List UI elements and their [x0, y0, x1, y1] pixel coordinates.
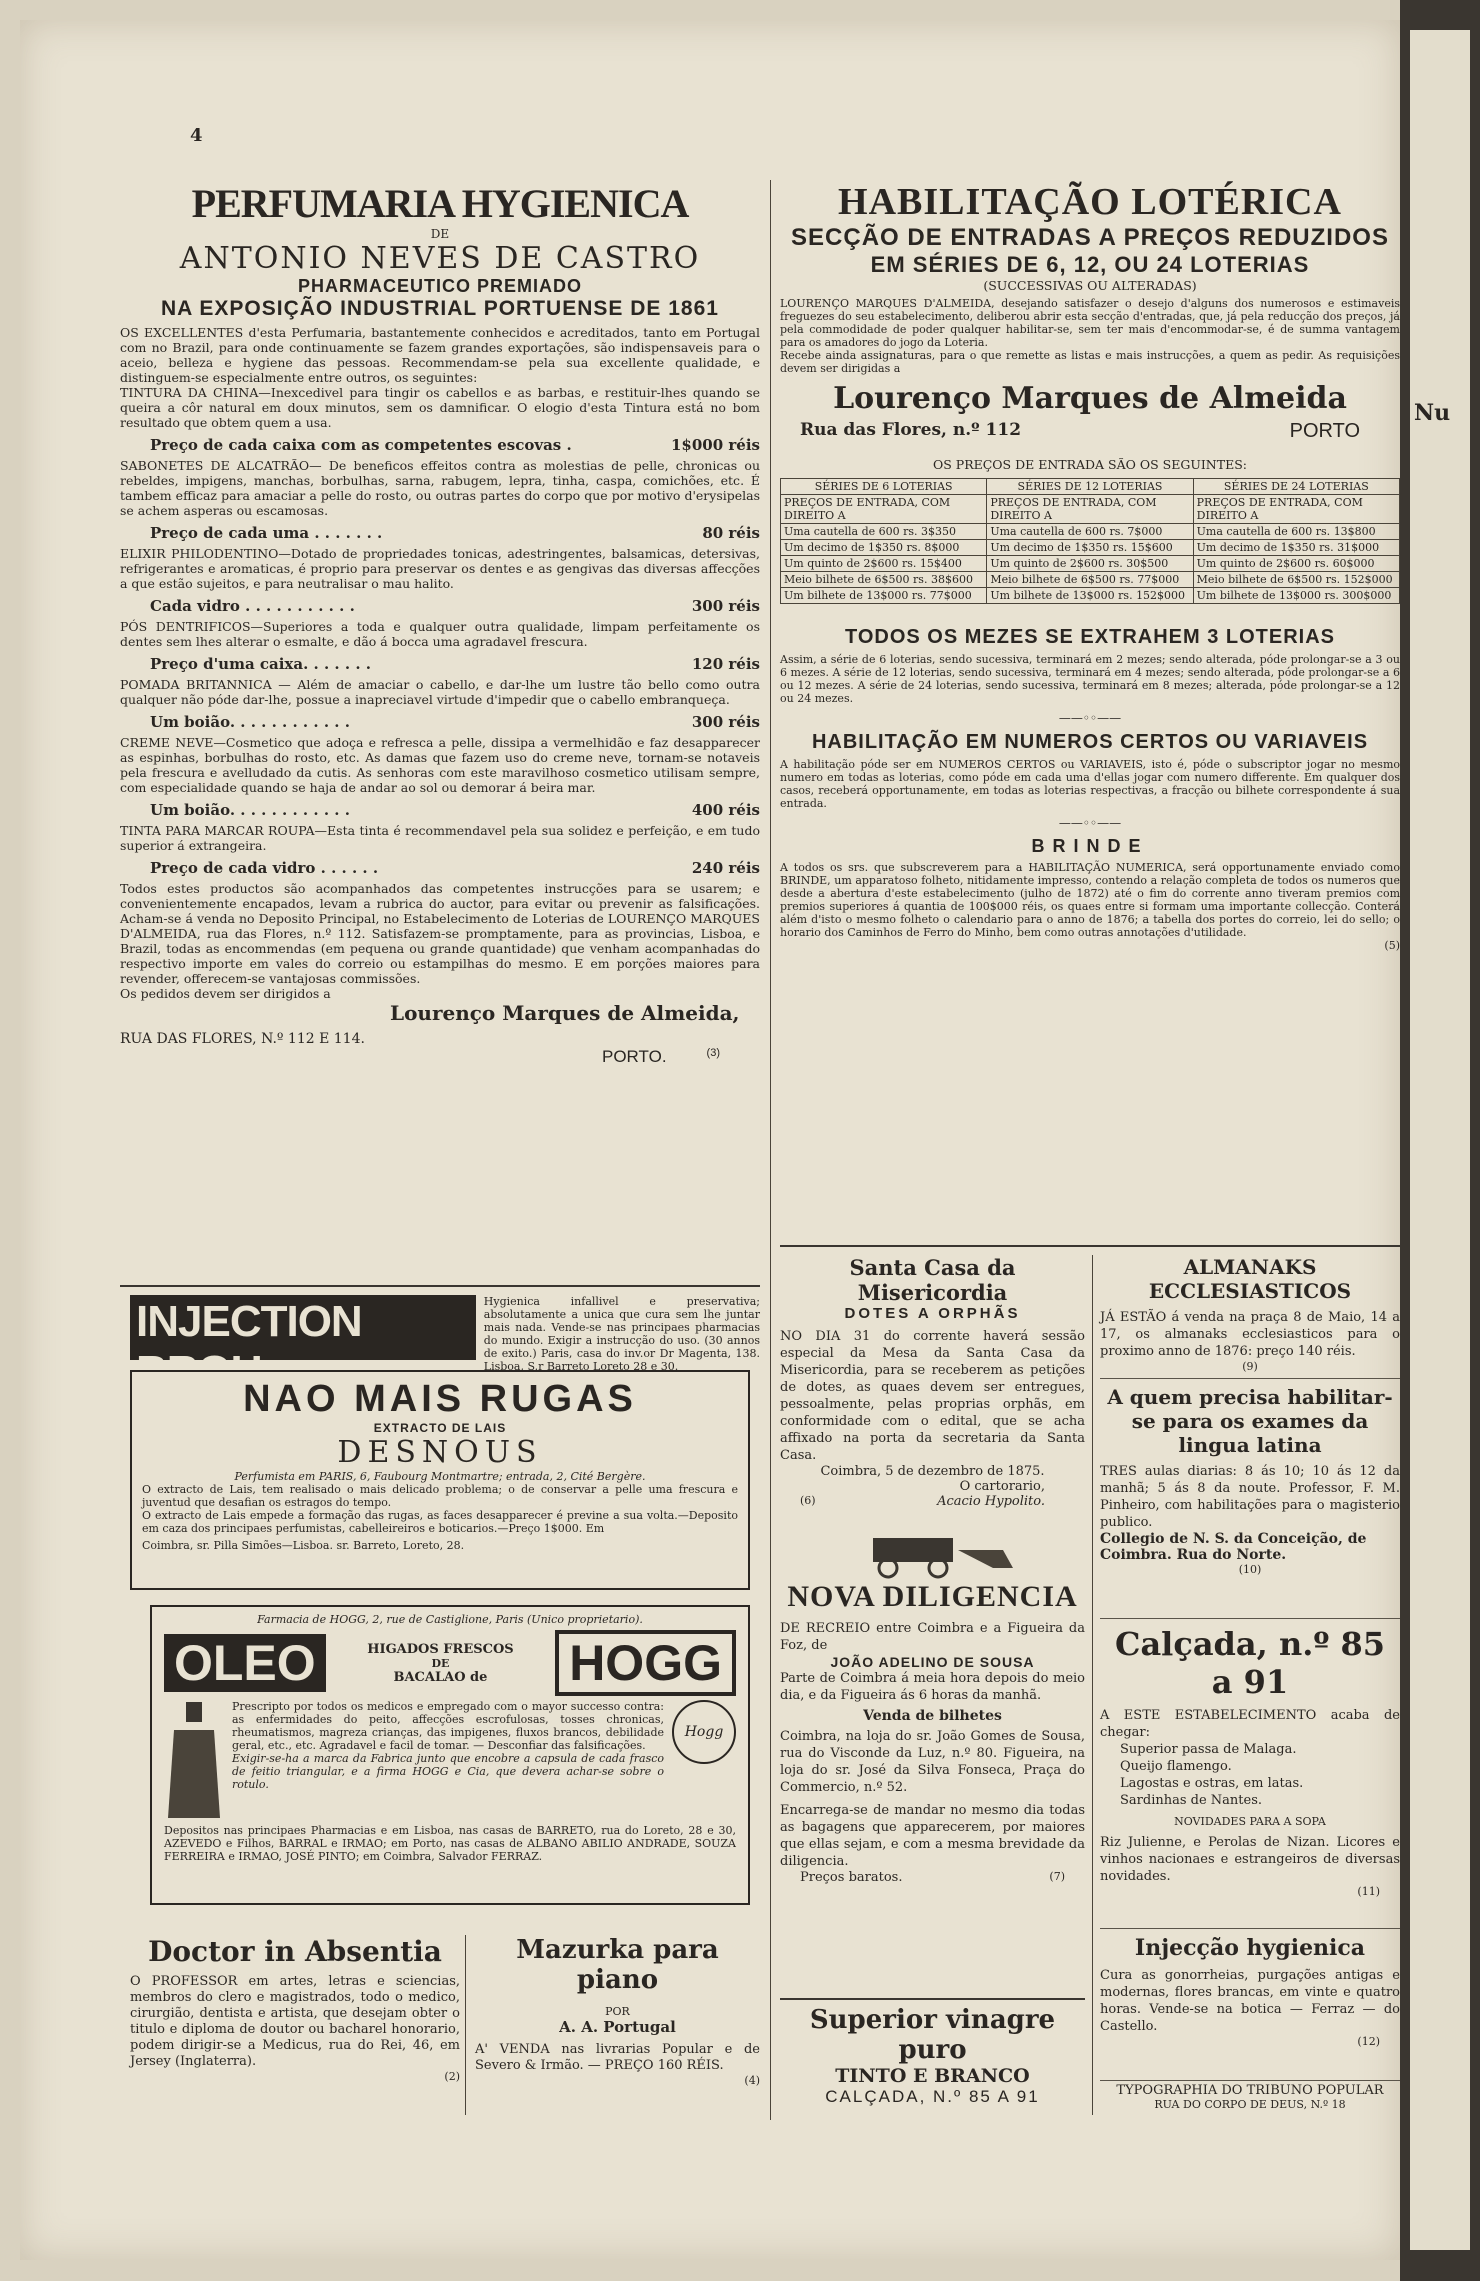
perfumaria-subtitle1: PHARMACEUTICO PREMIADO — [297, 276, 582, 296]
vinagre-sub: TINTO E BRANCO — [835, 2065, 1030, 2087]
mazurka-text: A' VENDA nas livrarias Popular e de Severo & Irmão. — PREÇO 160 RÉIS. — [475, 2042, 760, 2073]
loterica-sub3: (SUCCESSIVAS OU ALTERADAS) — [983, 278, 1197, 293]
rugas-p3: Coimbra, sr. Pilla Simões—Lisboa. sr. Barreto, Loreto, 28. — [142, 1539, 465, 1552]
divider — [120, 1285, 760, 1287]
perfumaria-ad — [120, 180, 760, 1280]
table-header: SÉRIES DE 6 LOTERIAS — [781, 479, 987, 495]
price-row-1: Preço de cada caixa com as competentes escovas . 1$000 réis — [150, 436, 760, 454]
typographia-addr: RUA DO CORPO DE DEUS, N.º 18 — [1154, 2098, 1346, 2111]
injeccao-ad — [1100, 1935, 1400, 2080]
mazurka-num: (4) — [744, 2074, 760, 2087]
oleo-word: OLEO — [164, 1634, 326, 1692]
page-number: 4 — [190, 125, 203, 146]
mazurka-title: Mazurka para piano — [516, 1935, 719, 1995]
loterica-intro2: Recebe ainda assignaturas, para o que remette as listas e mais instrucções, a quem as pedir. As requisições devem ser dirigidas a — [780, 349, 1400, 375]
injection-brou-ad — [130, 1295, 760, 1396]
perfumaria-signature: Lourenço Marques de Almeida, — [390, 1001, 740, 1025]
perfumaria-city: PORTO. — [601, 1047, 667, 1066]
loterica-city: PORTO — [1289, 420, 1360, 442]
doctor-num: (2) — [444, 2070, 460, 2083]
list-item: Superior passa de Malaga. — [1120, 1742, 1297, 1757]
almanaks-title: ALMANAKS ECCLESIASTICOS — [1148, 1255, 1352, 1303]
adjacent-page — [1410, 30, 1470, 2250]
injeccao-num: (12) — [1357, 2035, 1380, 2048]
doctor-title: Doctor in Absentia — [148, 1935, 442, 1968]
diligencia-t4: Encarrega-se de mandar no mesmo dia todas as bagagens que apparecerem, por maiores que ellas sejam, e com a mesma brevidade da diligencia. — [780, 1803, 1085, 1869]
vinagre-addr: CALÇADA, N.º 85 A 91 — [825, 2087, 1040, 2106]
loterica-street: Rua das Flores, n.º 112 — [800, 420, 1022, 440]
hogg-word: HOGG — [555, 1630, 736, 1696]
loterica-h4: BRINDE — [1031, 836, 1149, 856]
hogg-seal-icon: Hogg — [672, 1700, 736, 1764]
perfumaria-p4: PÓS DENTRIFICOS—Superiores a toda e qualquer outra qualidade, limpam perfeitamente os dentes sem lhes alterar o esmalte, e dão á bocca uma agradavel frescura. — [120, 619, 760, 649]
injeccao-title: Injecção hygienica — [1134, 1935, 1366, 1961]
table-row: Um bilhete de 13$000 rs. 77$000 Um bilhete de 13$000 rs. 152$000 Um bilhete de 13$000 rs. 300$000 — [781, 588, 1400, 604]
santacasa-date: Coimbra, 5 de dezembro de 1875. — [820, 1464, 1045, 1479]
loterica-h3: HABILITAÇÃO EM NUMEROS CERTOS OU VARIAVEIS — [811, 731, 1369, 753]
santacasa-text: NO DIA 31 do corrente haverá sessão especial da Mesa da Santa Casa da Misericordia, para se receberem as petições de dotes, as quaes devem ser entregues, pessoalmente, pelas proprias orphãs, em conformidade com o edital, que se acha affixado na porta da secretaria da Santa Casa. — [780, 1329, 1085, 1463]
oleo-deps: Depositos nas principaes Pharmacias e em Lisboa, nas casas de BARRETO, rua do Loreto, 28 e 30, AZEVEDO e Filhos, BARRAL e IRMAO; em Porto, nas casas de ALBANO ABILIO ANDRADE, SOUZA FERREIRA e IRMAO, JOSÉ PINTO; em Coimbra, Salvador FERRAZ. — [164, 1824, 736, 1863]
divider — [1092, 1255, 1093, 2115]
perfumaria-p7: TINTA PARA MARCAR ROUPA—Esta tinta é recommendavel pela sua solidez e perfeição, e em tudo superior á extrangeira. — [120, 823, 760, 853]
adjacent-page-text: Nu — [1414, 400, 1451, 426]
loterica-h2: TODOS OS MEZES SE EXTRAHEM 3 LOTERIAS — [844, 626, 1336, 648]
perfumaria-num: (3) — [706, 1047, 720, 1059]
santacasa-sub: DOTES A ORPHÃS — [844, 1305, 1021, 1322]
diligencia-owner: JOÃO ADELINO DE SOUSA — [830, 1654, 1035, 1670]
divider — [1100, 1378, 1400, 1379]
santacasa-ad — [780, 1255, 1085, 1525]
rugas-sub: EXTRACTO DE LAIS — [373, 1421, 507, 1435]
almanaks-ad — [1100, 1255, 1400, 1375]
diligencia-ad — [780, 1530, 1085, 1990]
loterica-title: HABILITAÇÃO LOTÉRICA — [838, 181, 1342, 223]
perfumaria-owner: ANTONIO NEVES DE CASTRO — [179, 241, 701, 276]
table-header: SÉRIES DE 24 LOTERIAS — [1193, 479, 1399, 495]
almanaks-num: (9) — [1242, 1360, 1258, 1373]
price-row-3: Cada vidro . . . . . . . . . . . 300 réis — [150, 597, 760, 615]
ornament-icon: ——◦◦—— — [1058, 816, 1122, 830]
table-row: Uma cautella de 600 rs. 3$350 Uma cautella de 600 rs. 7$000 Uma cautella de 600 rs. 13$800 — [781, 524, 1400, 540]
column-divider — [770, 180, 771, 2120]
mazurka-por: POR — [605, 2005, 630, 2018]
loterica-num: (5) — [1384, 939, 1400, 952]
rugas-p1: O extracto de Lais, tem realisado o mais delicado problema; o de conservar a pelle uma frescura e juventud que desafian os estragos do tempo. — [142, 1483, 738, 1509]
vinagre-ad — [780, 2005, 1085, 2115]
latina-num: (10) — [1238, 1563, 1262, 1576]
prices-table: SÉRIES DE 6 LOTERIAS SÉRIES DE 12 LOTERIAS SÉRIES DE 24 LOTERIAS PREÇOS DE ENTRADA, COM DIREITO A PREÇOS DE ENTRADA, COM DIREITO A PREÇOS DE ENTRADA, COM DIREITO A Uma cautella de 600 rs. 3$350 Uma cautella de 600 rs. 7$000 Uma cautella de 600 rs. 13$800 Um decimo de 1$350 rs. 8$000 Um decimo de 1$350 rs. 15$600 Um decimo de 1$350 rs. 31$000 Um quinto de 2$600 rs. 15$400 Um quinto de 2$600 rs. 30$500 Um quinto de 2$600 rs. 60$000 Meio bilhete de 6$500 rs. 38$600 Meio bilhete de 6$500 rs. 77$000 Meio bilhete de 6$500 rs. 152$000 Um bilhete de 13$000 rs. 77$000 Um bilhete de 13$000 rs. 152$000 Um bilhete de 13$000 rs. 300$000 — [780, 478, 1400, 604]
santacasa-sig1: O cartorario, — [959, 1479, 1045, 1494]
loterica-sub1: SECÇÃO DE ENTRADAS A PREÇOS REDUZIDOS — [791, 224, 1389, 251]
newspaper-page — [20, 20, 1400, 2260]
loterica-prices-intro: OS PREÇOS DE ENTRADA SÃO OS SEGUINTES: — [933, 457, 1247, 472]
oleo-body: Prescripto por todos os medicos e empregado com o mayor successo contra: as enfermidades do peito, affecções escrofulosas, tosses chronicas, rheumatismos, magreza crianças, das impigenes, fluxos brancos, debilidade geral, etc., etc. Agradavel e facil de tomar. — Desconfiar das falsificações. — [232, 1700, 664, 1752]
price-row-5: Um boião. . . . . . . . . . . . 300 réis — [150, 713, 760, 731]
santacasa-num: (6) — [800, 1494, 816, 1507]
divider — [1100, 1618, 1400, 1619]
carriage-icon — [833, 1530, 1033, 1580]
perfumaria-p9: Os pedidos devem ser dirigidos a — [120, 986, 331, 1001]
rugas-title: NAO MAIS RUGAS — [243, 1378, 637, 1420]
perfumaria-intro: OS EXCELLENTES d'esta Perfumaria, bastantemente conhecidos e acreditados, tanto em Portugal com no Brazil, para onde continuamente se fazem grandes exportações, são indispensaveis para o aceio, belleza e hygiene das pessoas. Recommendam-se pela sua excellente qualidade, e distinguem-se especialmente entre outros, os seguintes: — [120, 325, 760, 385]
oleo-mid1: HIGADOS FRESCOS — [367, 1641, 514, 1657]
oleo-mid2: DE — [431, 1656, 450, 1670]
latina-ad — [1100, 1385, 1400, 1615]
injection-brou-text: Hygienica infallivel e preservativa; absolutamente a unica que cura sem lhe juntar mais nada. Vende-se nas principaes pharmacias do mundo. Exigir a instrucção do uso. (30 annos de exito.) Paris, casa do inv.or Dr Magenta, 138. Lisboa, S.r Barreto Loreto 28 e 30. — [483, 1295, 760, 1373]
calcada-num: (11) — [1357, 1885, 1380, 1898]
price-row-6: Um boião. . . . . . . . . . . . 400 réis — [150, 801, 760, 819]
calcada-h: NOVIDADES PARA A SOPA — [1174, 1815, 1326, 1828]
divider — [780, 1998, 1085, 2000]
mazurka-author: A. A. Portugal — [559, 2018, 676, 2036]
oleo-mid3: BACALAO de — [393, 1669, 488, 1685]
calcada-t2: Riz Julienne, e Perolas de Nizan. Licores e vinhos nacionaes e estrangeiros de diversas novidades. — [1100, 1835, 1400, 1884]
list-item: Queijo flamengo. — [1120, 1759, 1232, 1774]
table-row: Um decimo de 1$350 rs. 8$000 Um decimo de 1$350 rs. 15$600 Um decimo de 1$350 rs. 31$000 — [781, 540, 1400, 556]
rugas-brand: DESNOUS — [337, 1435, 543, 1470]
latina-text: TRES aulas diarias: 8 ás 10; 10 ás 12 da manhã; 5 ás 8 da noute. Professor, F. M. Pinheiro, com habilitações para o magisterio publico. — [1100, 1464, 1400, 1530]
price-row-4: Preço d'uma caixa. . . . . . . 120 réis — [150, 655, 760, 673]
perfumaria-p2: SABONETES DE ALCATRÃO— De beneficos effeitos contra as molestias de pelle, chronicas ou rebeldes, impigens, manchas, borbulhas, sarna, rabugem, lepra, tinha, caspa, comichões, etc. É tambem efficaz para amaciar a pelle do rosto, ou outras partes do corpo que por motivo d'erysipelas se achem asperas ou escamosas. — [120, 458, 760, 518]
almanaks-text: JÁ ESTÃO á venda na praça 8 de Maio, 14 a 17, os almanaks ecclesiasticos para o proximo anno de 1876: preço 140 réis. — [1100, 1310, 1400, 1359]
typographia-title: TYPOGRAPHIA DO TRIBUNO POPULAR — [1116, 2083, 1384, 2098]
table-row: Meio bilhete de 6$500 rs. 38$600 Meio bilhete de 6$500 rs. 77$000 Meio bilhete de 6$500 rs. 152$000 — [781, 572, 1400, 588]
price-row-2: Preço de cada uma . . . . . . . 80 réis — [150, 524, 760, 542]
divider — [1100, 1928, 1400, 1929]
oleo-top: Farmacia de HOGG, 2, rue de Castiglione, Paris (Unico proprietario). — [257, 1613, 643, 1626]
diligencia-t3: Coimbra, na loja do sr. João Gomes de Sousa, rua do Visconde da Luz, n.º 80. Figueira, na loja do sr. José da Silva Fonseca, Praça do Commercio, n.º 52. — [780, 1729, 1085, 1795]
price-row-7: Preço de cada vidro . . . . . . 240 réis — [150, 859, 760, 877]
bottle-icon — [164, 1700, 224, 1820]
rugas-p2: O extracto de Lais empede a formação das rugas, as faces desapparecer é previne a sua volta.—Deposito em caza dos principaes perfumistas, cabelleireiros e boticarios.—Preço 1$000. Em — [142, 1509, 738, 1535]
divider — [465, 1935, 466, 2115]
rugas-ad — [130, 1370, 750, 1590]
loterica-sub2: EM SÉRIES DE 6, 12, OU 24 LOTERIAS — [870, 252, 1310, 277]
calcada-title: Calçada, n.º 85 a 91 — [1114, 1625, 1386, 1701]
perfumaria-address: RUA DAS FLORES, N.º 112 E 114. — [120, 1031, 365, 1047]
injeccao-text: Cura as gonorrheias, purgações antigas e modernas, flores brancas, em vinte e quatro horas. Vende-se na botica — Ferraz — do Castello. — [1100, 1968, 1400, 2034]
typographia-footer — [1100, 2083, 1400, 2123]
table-header: SÉRIES DE 12 LOTERIAS — [987, 479, 1193, 495]
calcada-ad — [1100, 1625, 1400, 1925]
oleo-warn: Exigir-se-ha a marca da Fabrica junto que encobre a capsula de cada frasco de feitio triangular, e a firma HOGG e Cia, que devera achar-se sobre o rotulo. — [232, 1752, 664, 1791]
santacasa-sig2: Acacio Hypolito. — [937, 1494, 1045, 1509]
perfumaria-de: DE — [430, 227, 450, 241]
perfumaria-p3: ELIXIR PHILODENTINO—Dotado de propriedades tonicas, adestringentes, balsamicas, detersivas, refrigerantes e aromaticas, é proprio para preservar os dentes e as gengivas das diversas affecções a que estão sujeitos, e para neutralisar o mau halito. — [120, 546, 760, 591]
diligencia-text: DE RECREIO entre Coimbra e a Figueira da Foz, de — [780, 1621, 1085, 1653]
divider — [1100, 2080, 1400, 2081]
mazurka-ad — [475, 1935, 760, 2135]
table-row: Um quinto de 2$600 rs. 15$400 Um quinto de 2$600 rs. 30$500 Um quinto de 2$600 rs. 60$000 — [781, 556, 1400, 572]
divider — [780, 1245, 1400, 1247]
loterica-intro: LOURENÇO MARQUES D'ALMEIDA, desejando satisfazer o desejo d'alguns dos numerosos e estimaveis freguezes do seu estabelecimento, deliberou abrir esta secção d'entradas, que, já pela reducção dos preços, já pela commodidade de poder qualquer habilitar-se, sem ter mais d'encommodar-se, é de summa vantagem para os amadores do jogo da Loteria. — [780, 297, 1400, 349]
doctor-ad — [130, 1935, 460, 2135]
oleo-hogg-ad — [150, 1605, 750, 1905]
doctor-text: O PROFESSOR em artes, letras e sciencias, membros do clero e magistrados, todo o medico, cirurgião, dentista e artista, que desejam obter o titulo e diploma de doutor ou bacharel honorario, podem dirigir-se a Medicus, rua do Rei, 46, em Jersey (Inglaterra). — [130, 1974, 460, 2069]
latina-addr: Collegio de N. S. da Conceição, de Coimbra. Rua do Norte. — [1100, 1531, 1367, 1563]
vinagre-title: Superior vinagre puro — [809, 2005, 1056, 2065]
list-item: Lagostas e ostras, em latas. — [1120, 1776, 1304, 1791]
perfumaria-p8: Todos estes productos são acompanhados das competentes instrucções para se usarem; e convenientemente encapados, levam a rubrica do auctor, para evitar ou prevenir as falsificações. Acham-se á venda no Deposito Principal, no Estabelecimento de Loterias de LOURENÇO MARQUES D'ALMEIDA, rua das Flores, n.º 112. Satisfazem-se promptamente, para as provincias, Lisboa, e Brazil, todas as encommendas (em pequena ou grande quantidade) que venham acompanhadas do respectivo importe em vales do correio ou estampilhas do mesmo. E em porções maiores para revender, offerecem-se vantajosas commissões. — [120, 881, 760, 986]
loterica-t3: A habilitação póde ser em NUMEROS CERTOS ou VARIAVEIS, isto é, póde o subscriptor jogar no mesmo numero em todas as loterias, como póde em cada uma d'ellas jogar com numero differente. Em qualquer dos casos, receberá opportunamente, em todas as loterias respectivas, a fracção ou bilhete correspondente á sua entrada. — [780, 758, 1400, 810]
latina-title: A quem precisa habilitar-se para os exames da lingua latina — [1107, 1385, 1393, 1457]
diligencia-t5: Preços baratos. — [800, 1870, 903, 1885]
perfumaria-title: PERFUMARIA HYGIENICA — [191, 181, 689, 226]
loterica-ad — [780, 180, 1400, 1240]
loterica-t2: Assim, a série de 6 loterias, sendo sucessiva, terminará em 2 mezes; sendo alterada, póde prolongar-se a 3 ou 6 mezes. A série de 12 loterias, sendo sucessiva, terminará em 4 mezes; sendo alterada, póde prolongar-se a 6 ou 12 mezes. A série de 24 loterias, sendo sucessiva, terminará em 8 mezes; alterada, póde prolongar-se a 12 ou 24 mezes. — [780, 653, 1400, 705]
calcada-text: A ESTE ESTABELECIMENTO acaba de chegar: — [1100, 1708, 1400, 1740]
perfumaria-subtitle2: NA EXPOSIÇÃO INDUSTRIAL PORTUENSE DE 1861 — [161, 297, 719, 320]
diligencia-h: Venda de bilhetes — [863, 1708, 1002, 1724]
ornament-icon: ——◦◦—— — [1058, 711, 1122, 725]
perfumaria-p6: CREME NEVE—Cosmetico que adoça e refresca a pelle, dissipa a vermelhidão e faz desapparecer as espinhas, borbulhas do rosto, etc. As damas que fazem uso do creme neve, tornam-se notaveis pela frescura e avelludado da cutis. As senhoras com este maravilhoso cosmetico utilisam sempre, com especialidade quando se haja de andar ao sol ou demorar á beira mar. — [120, 735, 760, 795]
diligencia-t2: Parte de Coimbra á meia hora depois do meio dia, e da Figueira ás 6 horas da manhã. — [780, 1671, 1085, 1703]
perfumaria-p1: TINTURA DA CHINA—Inexcedivel para tingir os cabellos e as barbas, e restituir-lhes quando se queira a côr natural em doux minutos, sem os damnificar. O elogio d'esta Tintura está no bom resultado que obtem quem a usa. — [120, 385, 760, 430]
loterica-t4: A todos os srs. que subscreverem para a HABILITAÇÃO NUMERICA, será opportunamente enviado como BRINDE, um apparatoso folheto, nitidamente impresso, contendo a relação completa de todos os numeros que desde a abertura d'este estabelecimento (julho de 1872) até o fim do corrente anno tiveram premios com premios superiores á quantia de 100$000 réis, os quaes entre si formam uma importante collecção. Conterá além d'isto o mesmo folheto o calendario para o anno de 1876; a tabella dos portes do correio, lei do sello; o horario dos Caminhos de Ferro do Minho, bem como outras annotações d'utilidade. — [780, 861, 1400, 939]
diligencia-title: NOVA DILIGENCIA — [787, 1580, 1078, 1613]
diligencia-num: (7) — [1049, 1870, 1065, 1883]
loterica-name: Lourenço Marques de Almeida — [833, 381, 1347, 416]
list-item: Sardinhas de Nantes. — [1120, 1793, 1263, 1808]
santacasa-title: Santa Casa da Misericordia — [849, 1255, 1016, 1305]
perfumaria-p5: POMADA BRITANNICA — Além de amaciar o cabello, e dar-lhe um lustre tão bello como outra qualquer não póde dar-lhe, possue a inapreciavel virtude d'impedir que o cabello embranqueça. — [120, 677, 760, 707]
injection-brou-title: INJECTION BROU — [130, 1295, 476, 1360]
rugas-line: Perfumista em PARIS, 6, Faubourg Montmartre; entrada, 2, Cité Bergère. — [234, 1470, 646, 1483]
